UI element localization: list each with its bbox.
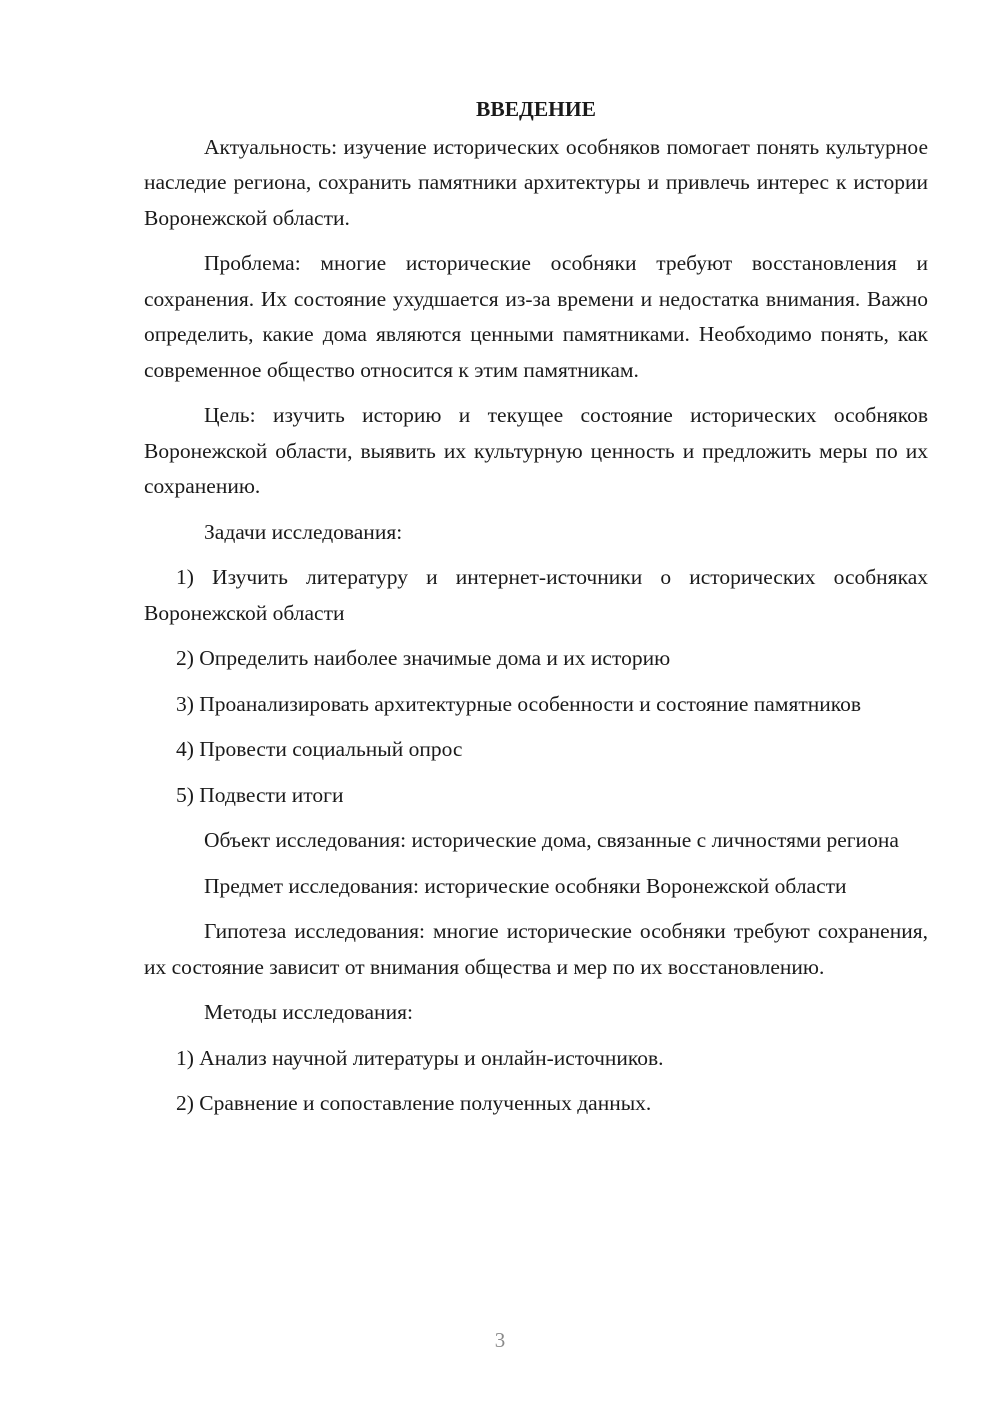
paragraph-subject: Предмет исследования: исторические особняки Воронежской области: [204, 873, 847, 898]
method-item-1: 1) Анализ научной литературы и онлайн-источников.: [176, 1045, 664, 1070]
methods-heading: Методы исследования:: [204, 1000, 413, 1024]
task-item-3: 3) Проанализировать архитектурные особенности и состояние памятников: [176, 691, 862, 716]
document-page: [144, 92, 928, 1132]
paragraph-object: Объект исследования: исторические дома, связанные с личностями региона: [204, 828, 899, 852]
paragraph-hypothesis: Гипотеза исследования: многие исторические особняки требуют сохранения, их состояние зависит от внимания общества и мер по их восстановлению.: [144, 919, 928, 979]
page-number: 3: [494, 1328, 506, 1352]
method-item-2: 2) Сравнение и сопоставление полученных данных.: [176, 1091, 652, 1115]
paragraph-goal: Цель: изучить историю и текущее состояние исторических особняков Воронежской области, выявить их культурную ценность и предложить меры по их сохранению.: [144, 403, 928, 498]
task-item-1: 1) Изучить литературу и интернет-источники о исторических особняках Воронежской области: [144, 565, 928, 625]
paragraph-problem: Проблема: многие исторические особняки требуют восстановления и сохранения. Их состояние ухудшается из-за времени и недостатка внимания. Важно определить, какие дома являются ценными памятниками. Необходимо понять, как современное общество относится к этим памятникам.: [144, 251, 928, 382]
section-title: ВВЕДЕНИЕ: [476, 97, 596, 121]
task-item-4: 4) Провести социальный опрос: [176, 737, 463, 761]
task-item-5: 5) Подвести итоги: [176, 782, 344, 807]
paragraph-relevance: Актуальность: изучение исторических особняков помогает понять культурное наследие региона, сохранить памятники архитектуры и привлечь интерес к истории Воронежской области.: [144, 134, 928, 230]
task-item-2: 2) Определить наиболее значимые дома и их историю: [176, 646, 671, 670]
tasks-heading: Задачи исследования:: [204, 519, 403, 544]
